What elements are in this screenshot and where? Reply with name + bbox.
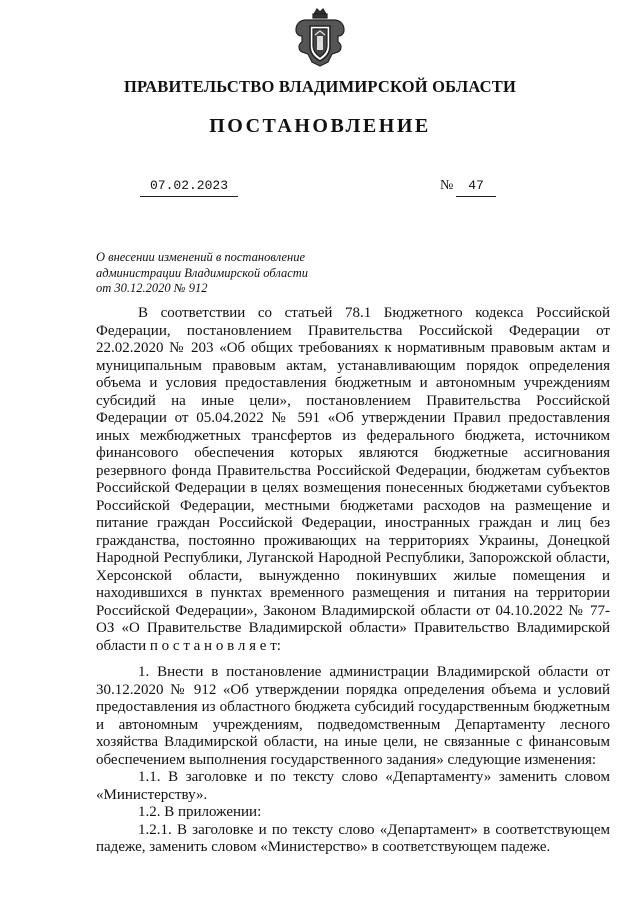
subject-line: от 30.12.2020 № 912: [96, 281, 208, 295]
document-number: 47: [468, 178, 484, 193]
document-subject: [96, 250, 336, 297]
date-underline: [140, 196, 238, 197]
subject-line: О внесении изменений в постановление: [96, 250, 306, 264]
document-date: 07.02.2023: [149, 178, 228, 193]
coat-of-arms-emblem: [290, 6, 350, 68]
organization-name: ПРАВИТЕЛЬСТВО ВЛАДИМИРСКОЙ ОБЛАСТИ: [123, 77, 517, 96]
item-1-paragraph: 1. Внести в постановление администрации Владимирской области от 30.12.2020 № 912 «Об утверждении порядка определения объема и условий предоставления из областного бюджета субсидий государственным бюджетным и автономным учреждениям, подведомственным Департаменту лесного хозяйства Владимирской области, на иные цели, не связанные с финансовым обеспечением выполнения государственного задания» следующие изменения:: [96, 664, 610, 768]
number-label: №: [440, 178, 454, 193]
number-underline: [456, 196, 496, 197]
document-type: ПОСТАНОВЛЕНИЕ: [209, 115, 431, 137]
subject-line: администрации Владимирской области: [96, 265, 309, 280]
item-1-1-paragraph: 1.1. В заголовке и по тексту слово «Департаменту» заменить словом «Министерству».: [96, 769, 610, 803]
preamble-paragraph: В соответствии со статьей 78.1 Бюджетного кодекса Российской Федерации, постановлением Правительства Российской Федерации от 22.02.2020 № 203 «Об общих требованиях к нормативным правовым актам и муниципальным правовым актам, устанавливающим порядок определения объема и условия предоставления бюджетным и автономным учреждениям субсидий на иные цели», постановлением Правительства Российской Федерации от 05.04.2022 № 591 «Об утверждении Правил предоставления иных межбюджетных трансфертов из федерального бюджета, источником финансового обеспечения которых являются бюджетные ассигнования резервного фонда Правительства Российской Федерации, бюджетам субъектов Российской Федерации в целях возмещения понесенных бюджетами субъектов Российской Федерации, местными бюджетами расходов на размещение и питание граждан Российской Федерации, иностранных граждан и лиц без гражданства, постоянно проживающих на территориях Украины, Донецкой Народной Республики, Луганской Народной Республики, Запорожской области, Херсонской области, вынужденно покинувших жилые помещения и находившихся в пунктах временного размещения и питания на территории Российской Федерации», Законом Владимирской области от 04.10.2022 № 77-ОЗ «О Правительстве Владимирской области» Правительство Владимирской области п о с т а н о в л я е т:: [96, 305, 610, 654]
document-body: [96, 305, 610, 857]
item-1-2-paragraph: 1.2. В приложении:: [138, 804, 262, 820]
item-1-2-1-paragraph: 1.2.1. В заголовке и по тексту слово «Департамент» в соответствующем падеже, заменить словом «Министерство» в соответствующем падеже.: [96, 821, 610, 855]
